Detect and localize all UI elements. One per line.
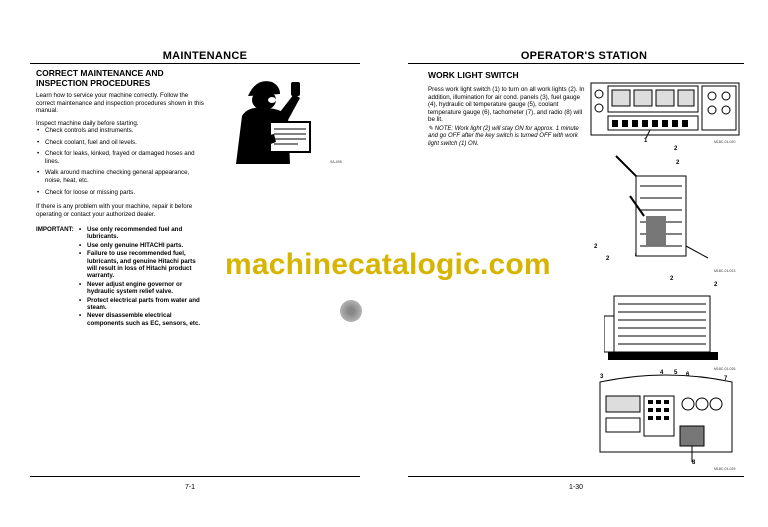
watermark-text: machinecatalogic.com [225,248,551,281]
fig-code-4: M18C-01-029 [714,467,736,471]
important-item: • Failure to use recommended fuel, lubricants, and genuine Hitachi parts will result in loss of Hitachi product warranty. [78,250,206,280]
important-item: • Use only genuine HITACHI parts. [78,242,206,249]
left-page-number: 7-1 [184,484,196,491]
callout-4-7: 7 [724,376,728,382]
check-item: • Walk around machine checking general appearance, noise, heat, etc. [36,169,206,184]
left-footer-rule [30,476,360,477]
callout-4-4: 4 [660,370,664,376]
important-item: • Use only recommended fuel and lubricants. [78,226,206,241]
left-intro-text: Learn how to service your machine correctly. Follow the correct maintenance and inspection procedures shown in this manual. [36,92,204,115]
check-item: • Check controls and instruments. [36,127,206,135]
callout-2c: 2 [594,244,598,250]
check-item: • Check coolant, fuel and oil levels. [36,139,206,147]
inspect-intro: Inspect machine daily before starting. [36,120,139,127]
callout-2b: 2 [676,160,680,166]
left-header-rule [30,63,360,64]
callout-3b: 2 [714,282,718,288]
work-light-note [428,126,588,148]
important-item: • Protect electrical parts from water and steam. [78,297,206,312]
right-section-title: WORK LIGHT SWITCH [428,70,519,80]
halftone-mark [340,300,362,322]
mechanic-illustration [228,76,328,168]
important-list [78,226,206,328]
note-text: NOTE: Work light (2) will stay ON for approx. 1 minute and go OFF after the key switch is turned OFF with work light switch (1) ON. [428,126,579,147]
check-item: • Check for leaks, kinked, frayed or damaged hoses and lines. [36,150,206,165]
excavator-rear-figure [604,276,724,366]
fig-code-3: M18C-01-026 [714,367,736,371]
left-section-title: CORRECT MAINTENANCE AND INSPECTION PROCEDURES [36,68,164,88]
excavator-side-figure [596,146,716,266]
important-item: • Never disassemble electrical components such as EC, sensors, etc. [78,312,206,327]
callout-4-6: 6 [686,372,690,378]
right-footer-rule [408,476,744,477]
fig-code-1: M18C-01-020 [714,140,736,144]
check-item: • Check for loose or missing parts. [36,189,206,197]
fig-code-2: M18C-01-013 [714,269,736,273]
right-header-rule [408,63,744,64]
callout-1: 1 [644,138,648,144]
left-page-header: MAINTENANCE [162,50,248,62]
right-page-header: OPERATOR'S STATION [520,50,648,62]
check-list [36,127,206,200]
problem-text: If there is any problem with your machine, repair it before operating or contact your authorized dealer. [36,203,193,218]
cab-console-figure [596,372,736,466]
callout-2d: 2 [606,256,610,262]
switch-panel-figure [590,82,740,140]
note-icon: ✎ [428,126,435,132]
callout-2a: 2 [674,146,678,152]
callout-4-3: 3 [600,374,604,380]
callout-4-5: 5 [674,370,678,376]
right-body-text: Press work light switch (1) to turn on all work lights (2). In addition, illumination for air cond. panels (3), fuel gauge (4), hydraulic oil temperature gauge (5), coolant temperature gauge (6), tachometer (7), and radio (8) will be lit. [428,86,585,124]
left-figure-code: SA-005 [330,160,342,164]
callout-3a: 2 [670,276,674,282]
important-label: IMPORTANT: [36,226,74,233]
callout-4-8: 8 [692,460,696,466]
important-item: • Never adjust engine governor or hydraulic system relief valve. [78,281,206,296]
right-page-number: 1-30 [568,484,583,491]
